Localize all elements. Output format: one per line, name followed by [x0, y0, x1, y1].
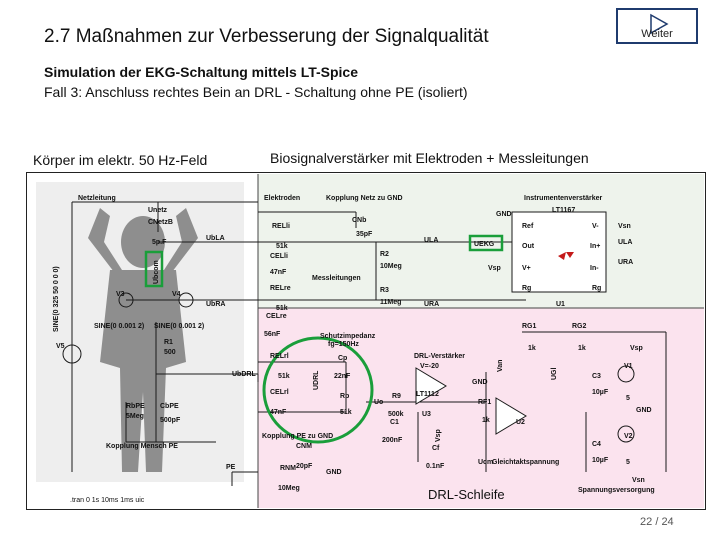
label-r2: R2	[380, 251, 389, 258]
page-total: 24	[661, 516, 674, 528]
label-ura: URA	[424, 301, 440, 308]
label-gnd: GND	[496, 211, 512, 218]
label-rbpe-value: 5Meg	[126, 413, 144, 420]
label-messleitungen: Messleitungen	[312, 275, 361, 282]
label-sine-v5: SINE(0 325 50 0 0 0)	[53, 266, 60, 332]
ltspice-schematic	[26, 172, 706, 510]
label-lt1112: LT1112	[416, 391, 439, 398]
label-cnm: CNM	[296, 443, 312, 450]
label-kopplung-mensch: Kopplung Mensch PE	[106, 443, 178, 450]
label-relrl-value: 51k	[278, 373, 290, 380]
label-celre-value: 56nF	[264, 331, 281, 338]
label-cnb: CNb	[352, 217, 367, 224]
label-gnd4: GND	[636, 407, 652, 414]
label-vp: V+	[522, 265, 531, 272]
label-rg1-value: 1k	[528, 345, 536, 352]
label-cnm-value: 20pF	[296, 463, 313, 470]
label-rg: Rg	[522, 285, 532, 292]
label-relre-value: 51k	[276, 305, 288, 312]
label-v4: V4	[172, 291, 181, 298]
label-c1: C1	[390, 419, 399, 426]
caption-amplifier: Biosignalverstärker mit Elektroden + Messleitungen	[270, 150, 589, 166]
slide-title: 2.7 Maßnahmen zur Verbesserung der Signalqualität	[44, 26, 489, 47]
label-rf1-value: 1k	[482, 417, 490, 424]
label-van: Van	[497, 359, 504, 372]
label-cbpe-value: 500pF	[160, 417, 181, 424]
label-r1: R1	[164, 339, 173, 346]
label-cp-value: 22nF	[334, 373, 351, 380]
label-ubra: UbRA	[206, 301, 226, 308]
label-schutzimpedanz: Schutzimpedanz	[320, 333, 376, 340]
label-c4: C4	[592, 441, 601, 448]
label-c3: C3	[592, 373, 601, 380]
label-kopplung-netz: Kopplung Netz zu GND	[326, 195, 403, 202]
label-vsp: Vsp	[488, 265, 501, 272]
drl-loop-label: DRL-Schleife	[428, 487, 505, 502]
label-fg: fg=150Hz	[328, 341, 359, 348]
label-r1-value: 500	[164, 349, 176, 356]
label-rg-right: Rg	[592, 285, 602, 292]
label-v1-value: 5	[626, 395, 630, 402]
label-relre: RELre	[270, 285, 291, 292]
label-cnb-value: 35pF	[356, 231, 373, 238]
label-relrl: RELrl	[270, 353, 289, 360]
label-rnm-value: 10Meg	[278, 485, 300, 492]
label-v1: V1	[624, 363, 633, 370]
label-ucm: Ucm	[478, 459, 494, 466]
label-inm: In-	[590, 265, 599, 272]
label-ubdrl: UbDRL	[232, 371, 256, 378]
next-button-label: Weiter	[641, 28, 673, 40]
label-inp: In+	[590, 243, 601, 250]
label-c1-value: 200nF	[382, 437, 403, 444]
label-cnetzb: CNetzB	[148, 219, 173, 226]
label-v5: V5	[56, 343, 65, 350]
page-number	[640, 516, 674, 528]
label-rf1: RF1	[478, 399, 492, 406]
label-celrl: CELrl	[270, 389, 289, 396]
label-u2: U2	[516, 419, 525, 426]
page-separator: /	[655, 516, 659, 528]
label-ugl: UGl	[551, 367, 558, 380]
label-rbpe: RbPE	[126, 403, 145, 410]
label-uekg: UEKG	[474, 241, 495, 248]
label-vsp-drl: Vsp	[435, 429, 442, 442]
label-ubcom: Ubcom	[153, 260, 160, 284]
label-udrl: UDRL	[313, 370, 320, 390]
label-gleichtakt: Gleichtaktspannung	[492, 459, 560, 466]
label-cnetzb-value: 5p.F	[152, 239, 167, 246]
label-cf-value: 0.1nF	[426, 463, 445, 470]
label-r-drl-value: 500k	[388, 411, 404, 418]
label-cf: Cf	[432, 445, 440, 452]
label-pe: PE	[226, 464, 236, 471]
label-kopplung-pe: Kopplung PE zu GND	[262, 433, 334, 440]
label-ubla: UbLA	[206, 235, 225, 242]
label-ref: Ref	[522, 223, 534, 230]
label-cbpe: CbPE	[160, 403, 179, 410]
label-rg2: RG2	[572, 323, 587, 330]
label-drl-amp: DRL-Verstärker	[414, 353, 465, 360]
label-sine-v3: SINE(0 0.001 2)	[94, 323, 145, 330]
label-uo: Uo	[374, 399, 384, 406]
label-vsn2: Vsn	[632, 477, 645, 484]
label-r2-value: 10Meg	[380, 263, 402, 270]
label-celli: CELli	[270, 253, 288, 260]
label-cp: Cp	[338, 355, 348, 362]
label-out: Out	[522, 243, 535, 250]
label-lt1167: LT1167	[552, 207, 576, 214]
next-button[interactable]	[616, 8, 698, 44]
label-celli-value: 47nF	[270, 269, 287, 276]
subtitle-line-1: Simulation der EKG-Schaltung mittels LT-Spice	[44, 64, 359, 80]
human-body-image	[36, 182, 244, 482]
label-rp-value: 51k	[340, 409, 352, 416]
label-relli-value: 51k	[276, 243, 288, 250]
label-rg2-value: 1k	[578, 345, 586, 352]
label-v-20: V=-20	[420, 363, 439, 370]
label-vm: V-	[592, 223, 599, 230]
label-v2-value: 5	[626, 459, 630, 466]
label-vsp2: Vsp	[630, 345, 643, 352]
label-tran: .tran 0 1s 10ms 1ms uic	[70, 497, 145, 504]
label-c4-value: 10µF	[592, 457, 609, 464]
label-sine-v4: SINE(0 0.001 2)	[154, 323, 205, 330]
label-netzleitung: Netzleitung	[78, 195, 116, 202]
label-v2: V2	[624, 433, 633, 440]
label-r3-value: 11Meg	[380, 299, 402, 306]
label-instr-amp: Instrumentenverstärker	[524, 195, 603, 202]
label-vsn: Vsn	[618, 223, 631, 230]
page-current: 22	[640, 516, 653, 528]
label-v3: V3	[116, 291, 125, 298]
label-r-drl: R9	[392, 393, 401, 400]
label-c3-value: 10µF	[592, 389, 609, 396]
label-celrl-value: 47nF	[270, 409, 287, 416]
label-gnd2: GND	[472, 379, 488, 386]
label-u1: U1	[556, 301, 565, 308]
subtitle-line-2: Fall 3: Anschluss rechtes Bein an DRL - Schaltung ohne PE (isoliert)	[44, 84, 468, 100]
label-celre: CELre	[266, 313, 287, 320]
label-r3: R3	[380, 287, 389, 294]
label-relli: RELli	[272, 223, 290, 230]
label-rnm: RNM	[280, 465, 296, 472]
label-ula: ULA	[424, 237, 439, 244]
label-ura-out: URA	[618, 259, 634, 266]
label-spannungsversorgung: Spannungsversorgung	[578, 487, 655, 494]
label-u3: U3	[422, 411, 431, 418]
label-rp: Rp	[340, 393, 350, 400]
label-unetz: Unetz	[148, 207, 168, 214]
label-ula-out: ULA	[618, 239, 633, 246]
caption-body-field: Körper im elektr. 50 Hz-Feld	[33, 152, 208, 168]
label-rg1: RG1	[522, 323, 537, 330]
label-gnd3: GND	[326, 469, 342, 476]
label-elektroden: Elektroden	[264, 195, 301, 202]
